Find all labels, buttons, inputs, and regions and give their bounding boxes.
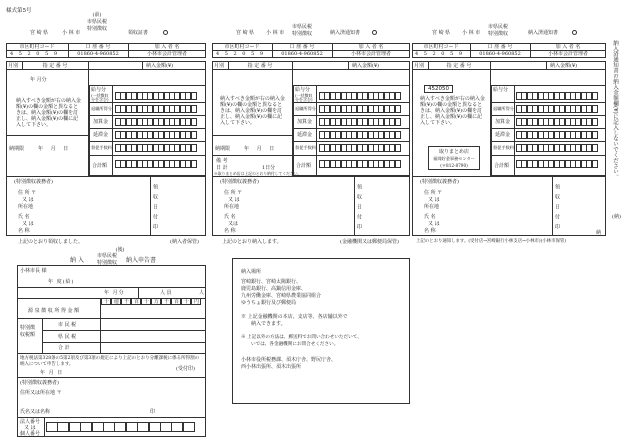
mid-month-label: 月別 <box>214 63 225 69</box>
right-city: 小 林 市 <box>462 30 481 36</box>
payee-label: 加 入 者 名 <box>154 44 180 50</box>
mid-addr-0: 住 所 〒 <box>224 190 243 196</box>
code-no-label: 口 座 番 号 <box>85 44 111 50</box>
mid-designation: 指 定 番 号 <box>247 63 273 69</box>
addr-1: 又 は <box>22 197 34 203</box>
mid-addr-2: 所在地 <box>224 204 240 210</box>
name-1: 又 は <box>22 221 34 227</box>
right-row-add: 加算金 <box>495 119 511 125</box>
mid-row-salary: 給与分 <box>295 87 311 93</box>
digit-h-0: 十 <box>104 299 110 305</box>
stamp-mark <box>163 30 168 35</box>
right-tax-1: 市県民税 <box>487 24 508 30</box>
name-0: 氏 名 <box>18 214 30 220</box>
digit-h-3: 百 <box>134 299 140 305</box>
notes-line-1: 鹿児島銀行、高鍋信用金庫、 <box>241 286 307 292</box>
amount-label: 納入金額(¥) <box>146 63 174 69</box>
right-row-total: 合計額 <box>494 163 510 169</box>
mid-due-value: 年 月 日 <box>244 146 278 152</box>
bottom-side-1: 収税額 <box>20 332 36 338</box>
digit-h-5: 万 <box>154 299 160 305</box>
side-label-2: (納) <box>612 214 621 220</box>
bottom-seal: 印 <box>150 409 156 415</box>
addr-0: 住 所 〒 <box>18 190 37 196</box>
mid-pref: 宮 崎 県 <box>236 30 255 36</box>
doc-title-mid: 納入済通知書 <box>330 30 361 36</box>
bottom-row-total: 合 計 <box>58 345 70 351</box>
mid-code: 4 5 2 0 5 9 <box>216 51 266 57</box>
right-no-label: 口 座 番 号 <box>487 44 513 50</box>
sorter-0: 取りまとめ店 <box>438 149 469 155</box>
mid-name-2: 名 称 <box>224 228 236 234</box>
mini-note-1: 分を含む) <box>91 97 109 102</box>
designation-label: 指 定 番 号 <box>42 63 68 69</box>
notes-star2: ※ 上記以外の方法は、郵送料でお問い合わせいただいて、 <box>241 335 362 340</box>
bottom-date: 年 月 日 <box>40 370 64 376</box>
code-badge: 452050 <box>424 85 453 93</box>
right-name-0: 氏 名 <box>424 214 436 220</box>
right-amount-label: 納入金額(¥) <box>550 63 578 69</box>
mid-city: 小 林 市 <box>266 30 285 36</box>
notes-line-0: 宮崎銀行、宮崎太陽銀行、 <box>241 279 302 285</box>
row-total: 合計額 <box>92 163 108 169</box>
mid-row-delay: 延滞金 <box>297 132 313 138</box>
mid-amount-label: 納入金額(¥) <box>352 63 380 69</box>
mid-note: 備 考 <box>216 158 228 164</box>
right-addr-2: 所在地 <box>424 204 440 210</box>
right-month-label: 月別 <box>414 63 425 69</box>
right-code: 4 5 2 0 5 9 <box>415 51 465 57</box>
mid-footnote: ※取りまとめ店は上記のとおり納付してください。 <box>214 171 302 176</box>
digit-h-8: 十 <box>184 299 190 305</box>
mid-payee: 小林市会計管理者 <box>350 51 391 57</box>
doc-title-right: 納入済通知書 <box>528 30 559 36</box>
addr-2: 所在地 <box>18 204 34 210</box>
sorter-2: (〒812-8790) <box>440 163 468 168</box>
sorter-1: 福岡貯金事務センター <box>433 156 475 161</box>
municipal-code-label: 市区町村コード <box>19 44 55 50</box>
bottom-year-row: 年 度(給) <box>48 279 75 285</box>
right-footer: 上記のとおり通知します。(受付店→宮崎銀行小林支店→小林市)(小林市保管) <box>416 239 566 244</box>
right-row-retire: 退職所得分 <box>493 106 514 111</box>
due-label: 納期限 <box>9 146 25 152</box>
row-add: 加算金 <box>93 119 109 125</box>
bottom-corp-2: 個人番号 <box>20 431 41 437</box>
header-tax-0: (前) <box>92 12 102 18</box>
notes-box <box>232 258 410 404</box>
digit-cells-left-1 <box>115 92 196 100</box>
notes-star1b: 納入できます。 <box>251 321 286 327</box>
right-addr-0: 住 所 〒 <box>424 190 443 196</box>
right-no: 01860-4-960852 <box>479 51 521 57</box>
digit-h-9: 円 <box>194 299 200 305</box>
right-code-label: 市区町村コード <box>423 44 459 50</box>
right-side-label: 納 <box>596 230 602 236</box>
code-no: 01860-4-960852 <box>77 51 119 57</box>
bottom-persons-label: 人 員 <box>160 290 172 296</box>
header-pref: 宮 崎 県 <box>30 30 49 36</box>
right-row-delay: 延滞金 <box>495 132 511 138</box>
mid-daily: 日 計 <box>216 165 228 171</box>
bottom-title-mid-0: 市県民税 <box>96 253 117 259</box>
bottom-reception: (受付印) <box>176 366 195 372</box>
mid-due-label: 納期限 <box>215 146 231 152</box>
right-instruction: 納入すべき金額が右の納入金額(¥)の欄の金額と異なるときは、納入金額(¥)の欄を訂正し、納入金額(¥)の欄に記入して下さい。 <box>420 96 485 126</box>
digit-h-2: 千 <box>124 299 130 305</box>
right-row-salary: 給与分 <box>493 87 509 93</box>
bottom-row-city: 市 民 税 <box>58 322 77 328</box>
bottom-note: 地方税法第328条の5第2項及び第3項の規定により上記のとおり分離課税に係る所得割の納入について申告します。 <box>20 356 200 367</box>
bottom-row-pref: 県 民 税 <box>58 334 77 340</box>
footer-left-keep: (納入者保管) <box>170 239 199 245</box>
payee: 小林市会計管理者 <box>146 51 187 57</box>
bottom-month-row: 年 月分 <box>104 290 125 296</box>
bottom-corp-1: 又 は <box>24 425 36 431</box>
right-payee-label: 加 入 者 名 <box>555 44 581 50</box>
bottom-addr-to: 小林市長 様 <box>20 268 47 274</box>
receipt-stamp-left: 領収日付印 <box>152 184 158 234</box>
right-payee: 小林市会計管理者 <box>547 51 588 57</box>
notes-city: 小林市役所税務課、須木庁舎、野尻庁舎、 <box>241 357 337 363</box>
bottom-name-field: 氏名又は名称 <box>20 409 51 415</box>
mid-row-fee: 督促手数料 <box>295 145 316 150</box>
right-row-fee: 督促手数料 <box>493 145 514 150</box>
form-id: 様式第5号 <box>6 8 32 14</box>
mid-name-0: 氏 名 <box>224 214 236 220</box>
mid-footer: 上記のとおり納入します。 <box>222 239 282 245</box>
municipal-code: 4 5 2 0 5 9 <box>10 51 60 57</box>
mid-tax-2: 特別徴収 <box>291 31 312 37</box>
side-note: 納入済通知書の納入金額欄(¥)に記入しないでください。 <box>612 40 618 180</box>
mid-payee-label: 加 入 者 名 <box>358 44 384 50</box>
right-pref: 宮 崎 県 <box>432 30 451 36</box>
digit-h-7: 百 <box>174 299 180 305</box>
mid-no-label: 口 座 番 号 <box>289 44 315 50</box>
mid-no: 01860-4-960852 <box>281 51 323 57</box>
mini-note-0: (一括徴収 <box>91 93 109 98</box>
mid-stamp: 領収日付印 <box>356 184 362 234</box>
name-2: 名 称 <box>18 228 30 234</box>
mid-name-1: 又は <box>228 221 239 227</box>
right-stamp: 領収日付印 <box>554 184 560 234</box>
bottom-addr-field: 住所又は所在地 〒 <box>20 390 62 396</box>
month-row: 年 月分 <box>30 77 47 83</box>
right-addr-1: 又 は <box>428 197 440 203</box>
notes-star1: ※ 上記金融機関の本店、支店等、各店舗以外で <box>241 314 348 320</box>
digit-h-6: 千 <box>164 299 170 305</box>
mid-row-retire: 退職所得分 <box>295 106 316 111</box>
bottom-top-label: (後) <box>115 247 125 253</box>
row-retire: 退職所得分 <box>91 106 112 111</box>
row-delay: 延滞金 <box>93 132 109 138</box>
mid-instruction: 納入すべき金額が右の納入金額(¥)の欄の金額と異なるときは、納入金額(¥)の欄を訂正し、納入金額(¥)の欄に記入して下さい。 <box>220 96 285 126</box>
header-city: 小 林 市 <box>62 30 81 36</box>
mid-addr-1: 又 は <box>228 197 240 203</box>
doc-title-receipt: 領収証書 <box>128 30 149 36</box>
withholder-head: (特別徴収義務者) <box>14 179 53 185</box>
instruction: 納入すべき金額が右の納入金額(¥)の欄の金額と異なるときは、納入金額(¥)の欄を訂正し、納入金額(¥)の欄に記入して下さい。 <box>16 98 81 128</box>
row-salary: 給与分 <box>91 87 107 93</box>
mid-row-add: 加算金 <box>297 119 313 125</box>
footer-left: 上記のとおり領収しました。 <box>18 239 84 245</box>
notes-line-3: ゆうちょ銀行及び郵便局 <box>241 300 297 306</box>
header-tax-1: 市県民税 <box>86 19 107 25</box>
bottom-withholder: (特別徴収義務者) <box>20 380 59 386</box>
mid-code-label: 市区町村コード <box>224 44 260 50</box>
notes-city-b: 西小林出張所、須木出張所 <box>241 364 302 370</box>
bottom-corp-0: 法人番号 <box>20 419 41 425</box>
digit-h-1: 億 <box>114 299 120 305</box>
header-tax-2: 特別徴収 <box>86 26 107 32</box>
bottom-side-0: 特別徴 <box>20 325 36 331</box>
bottom-title-left: 納 入 <box>70 257 84 264</box>
right-tax-2: 特別徴収 <box>487 31 508 37</box>
due-value: 年 月 日 <box>38 146 72 152</box>
digit-h-4: 十 <box>144 299 150 305</box>
bottom-row-income: 源 泉 徴 収 所 得 金 額 <box>28 308 80 314</box>
mid-tax-1: 市県民税 <box>291 24 312 30</box>
month-label: 月別 <box>8 63 19 69</box>
mid-oneday: 1日分 <box>262 165 276 171</box>
bottom-persons-unit: 人 <box>199 290 205 296</box>
bottom-title-mid-1: 特別徴収 <box>96 260 117 266</box>
mid-mini-0: (一括徴収 <box>295 93 313 98</box>
mid-footer-keep: (金融機関又は郵便局保管) <box>340 239 399 245</box>
right-name-1: 又 は <box>428 221 440 227</box>
right-name-2: 名 称 <box>424 228 436 234</box>
mid-row-total: 合計額 <box>296 163 312 169</box>
mid-withholder: (特別徴収義務者) <box>220 179 259 185</box>
bottom-title-right: 納入申告書 <box>126 257 157 264</box>
row-fee: 督促手数料 <box>91 145 112 150</box>
notes-line-2: 九州労働金庫、宮崎県農業協同組合 <box>241 293 322 299</box>
notes-star2b: いでは、各金融機関にお問合せください。 <box>251 342 339 347</box>
right-designation: 指 定 番 号 <box>446 63 472 69</box>
right-withholder: (特別徴収義務者) <box>420 179 459 185</box>
notes-head: 納入場所 <box>241 269 262 275</box>
mid-mini-1: 分を含む) <box>295 97 313 102</box>
